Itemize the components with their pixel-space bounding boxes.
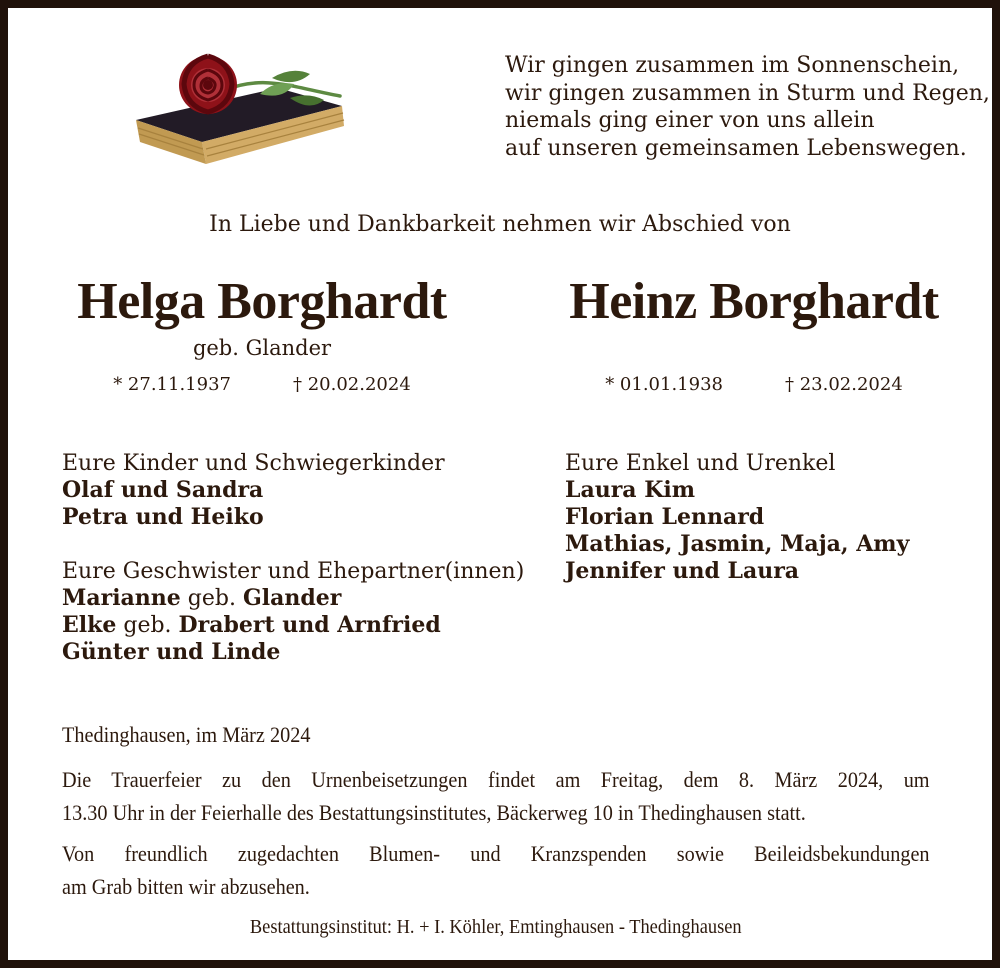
family-line	[565, 558, 962, 585]
family-right-column	[565, 450, 962, 666]
family-names-regular: geb.	[116, 613, 179, 638]
family-left-column	[62, 450, 565, 666]
paragraph-line: am Grab bitten wir abzusehen.	[62, 874, 310, 899]
family-names: Jennifer und Laura	[565, 558, 800, 584]
paragraph-line: Die Trauerfeier zu den Urnenbeisetzungen findet am Freitag, dem 8. März 2024, um	[62, 767, 930, 792]
family-names: Florian Lennard	[565, 504, 765, 530]
family-line	[62, 639, 565, 666]
family-names: Drabert und Arnfried	[178, 612, 441, 638]
rose-leaf-2	[272, 71, 310, 82]
family-names: Laura Kim	[565, 477, 695, 503]
poem-line: Wir gingen zusammen im Sonnenschein,	[505, 53, 960, 78]
family-group	[62, 558, 565, 666]
death-date: † 20.02.2024	[293, 374, 411, 395]
family-group-header: Eure Geschwister und Ehepartner(innen)	[62, 559, 525, 584]
family-group-header: Eure Kinder und Schwiegerkinder	[62, 451, 445, 476]
family-names: Günter und Linde	[62, 639, 281, 665]
intro-line: In Liebe und Dankbarkeit nehmen wir Abschied von	[209, 212, 791, 237]
deceased-row	[8, 272, 992, 396]
family-names: Marianne	[62, 585, 181, 611]
poem-line: auf unseren gemeinsamen Lebenswegen.	[505, 135, 967, 161]
funeral-home-footer: Bestattungsinstitut: H. + I. Köhler, Emtinghausen - Thedinghausen	[249, 916, 742, 938]
funeral-info-paragraph	[62, 763, 930, 829]
rose-center	[203, 80, 213, 90]
family-group	[565, 450, 962, 585]
family-line	[62, 477, 565, 504]
family-line	[565, 504, 962, 531]
family-group-header: Eure Enkel und Urenkel	[565, 451, 836, 476]
family-line	[62, 612, 565, 639]
family-names: Glander	[242, 585, 342, 611]
family-names: Elke	[62, 612, 117, 638]
family-group	[62, 450, 565, 531]
family-names: Olaf und Sandra	[62, 477, 264, 503]
family-names-regular: geb.	[180, 586, 243, 611]
maiden-name: geb. Glander	[192, 336, 332, 360]
deceased-right	[516, 272, 992, 396]
maiden-name	[516, 334, 992, 362]
birth-date: * 01.01.1938	[605, 374, 723, 395]
family-section	[62, 450, 962, 666]
place-dateline: Thedinghausen, im März 2024	[62, 722, 311, 747]
paragraph-line: 13.30 Uhr in der Feierhalle des Bestattungsinstitutes, Bäckerweg 10 in Thedinghausen statt.	[62, 800, 806, 825]
family-line	[565, 531, 962, 558]
family-line	[62, 504, 565, 531]
family-line	[565, 477, 962, 504]
closing-section	[62, 718, 930, 944]
family-names: Mathias, Jasmin, Maja, Amy	[565, 531, 910, 557]
poem	[505, 52, 990, 162]
flowers-request-paragraph	[62, 837, 930, 903]
family-line	[62, 585, 565, 612]
life-dates	[516, 374, 992, 396]
deceased-name: Helga Borghardt	[77, 273, 447, 330]
deceased-left	[8, 272, 516, 396]
poem-line: wir gingen zusammen in Sturm und Regen,	[505, 80, 990, 106]
family-names: Petra und Heiko	[62, 504, 264, 530]
life-dates	[8, 374, 516, 396]
deceased-name: Heinz Borghardt	[569, 273, 939, 330]
death-date: † 23.02.2024	[785, 374, 903, 395]
paragraph-line: Von freundlich zugedachten Blumen- und Kranzspenden sowie Beileidsbekundungen	[62, 841, 930, 866]
book-with-rose-image	[130, 38, 352, 173]
book-rose-illustration	[130, 38, 352, 173]
poem-line: niemals ging einer von uns allein	[505, 108, 875, 133]
birth-date: * 27.11.1937	[113, 374, 231, 395]
